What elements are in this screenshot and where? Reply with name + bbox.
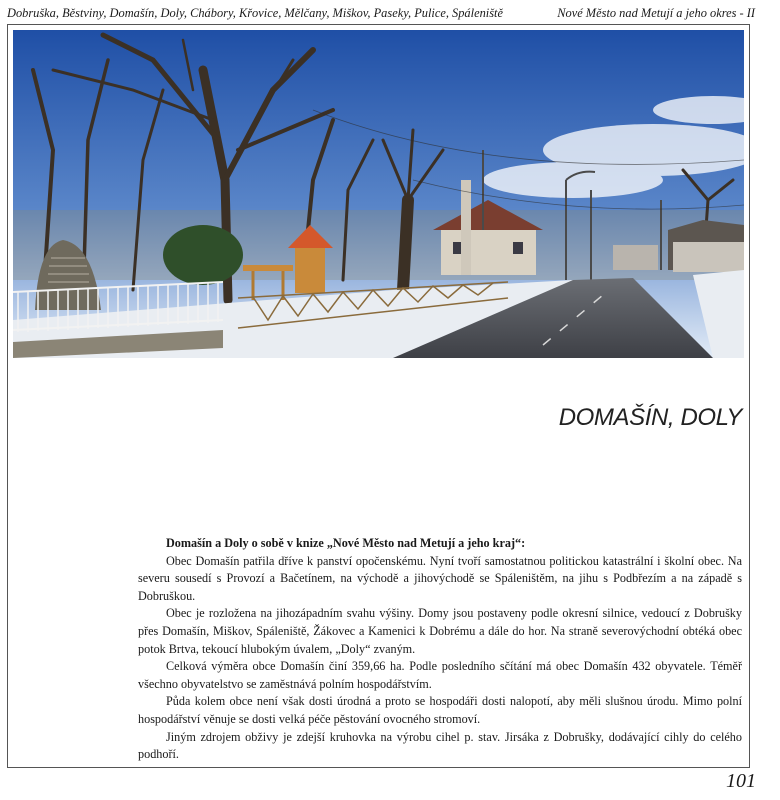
place-title: DOMAŠÍN, DOLY (558, 404, 742, 431)
chapter-text (138, 535, 742, 764)
evergreen-bush (163, 225, 243, 285)
header-book-title: Nové Město nad Metují a jeho okres - II (557, 6, 755, 20)
village-photo (13, 30, 744, 358)
lead-heading: Domašín a Doly o sobě v knize „Nové Město nad Metují a jeho kraj“: (166, 536, 526, 550)
paragraph: Obec je rozložena na jihozápadním svahu výšiny. Domy jsou postaveny podle okresní silnice, vedoucí z Dobrušky přes Domašín, Miškov, Spáleniště, Žákovec a Kamenici k Dobrému a dále do hor. Na straně severovýchodní obtéká obec potok Brtva, tekoucí hlubokým úvalem, „Doly“ zvaným. (138, 606, 742, 656)
page-number: 101 (726, 770, 756, 792)
paragraph: Celková výměra obce Domašín činí 359,66 ha. Podle posledního sčítání má obec Domašín 432 obyvatele. Téměř všechno obyvatelstvo se zaměstnává polním hospodářstvím. (138, 659, 742, 691)
paragraph: Obec Domašín patřila dříve k panství opočenskému. Nyní tvoří samostatnou politickou katastrální i školní obec. Na severu sousedí s Provozí a Bačetínem, na východě a jihovýchodě se Spáleništěm, na jihu s Podbřezím a na západě s Dobruškou. (138, 553, 742, 603)
statue-column (461, 180, 471, 275)
header-place-list: Dobruška, Běstviny, Domašín, Doly, Chábory, Křovice, Mělčany, Miškov, Paseky, Pulice, Spáleniště (7, 6, 503, 20)
running-header (7, 5, 755, 21)
paragraph: Jiným zdrojem obživy je zdejší kruhovka na výrobu cihel p. stav. Jirsáka z Dobrušky, dodávající cihly do celého podhoří. (138, 729, 742, 762)
paragraph: Půda kolem obce není však dosti úrodná a proto se hospodáři dosti nalopotí, aby měli slušnou úrodu. Mimo polní hospodářství věnuje se dosti velká péče pěstování ovocného stromoví. (138, 694, 742, 726)
